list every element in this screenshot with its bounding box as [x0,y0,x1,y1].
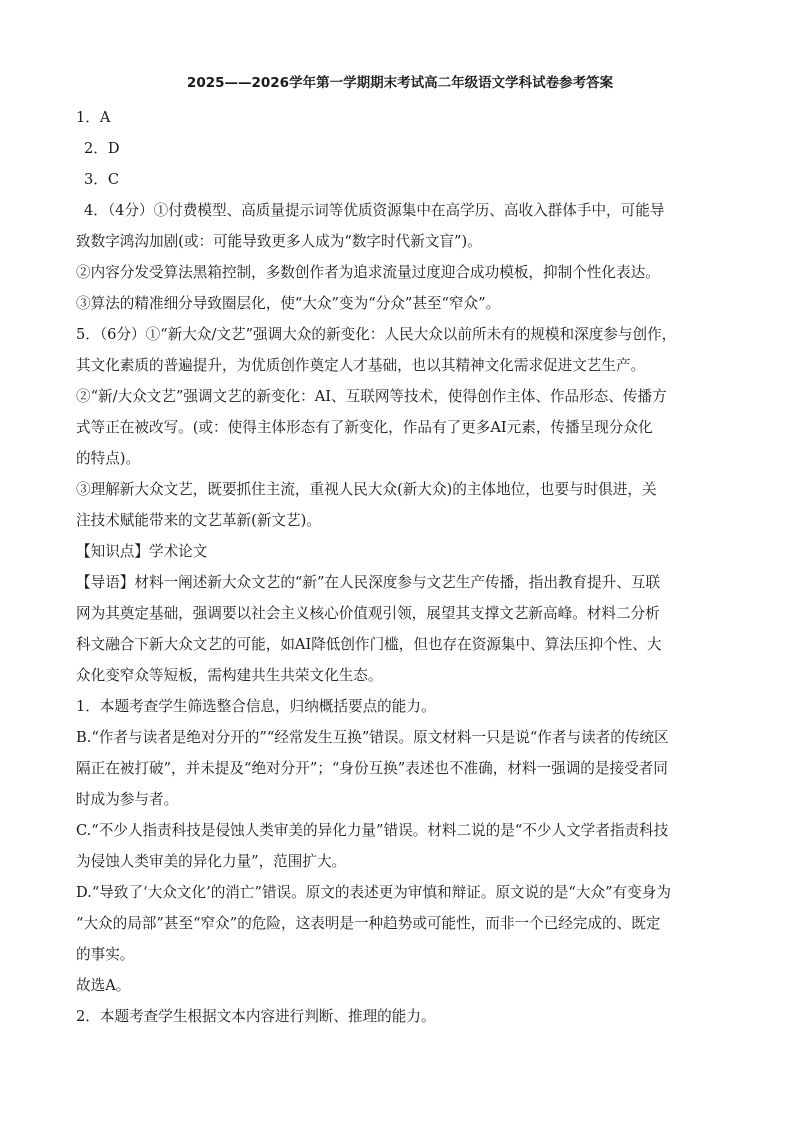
explain1-line: 故选A。 [76,977,131,994]
document-body [76,102,732,1032]
q5-line: ②“新/大众文艺”强调文艺的新变化：AI、互联网等技术，使得创作主体、作品形态、传播方 [76,388,667,405]
intro-line: 科文融合下新大众文艺的可能，如AI降低创作门槛，但也存在资源集中、算法压抑个性、大 [76,636,662,653]
knowledge-point: 【知识点】学术论文 [76,543,208,560]
q4-line: 4．（4分）①付费模型、高质量提示词等优质资源集中在高学历、高收入群体手中，可能导 [84,202,665,219]
explain1-line: 隔正在被打破”，并未提及“绝对分开”；“身份互换”表述也不准确，材料一强调的是接受者同 [76,760,668,777]
intro-line: 【导语】材料一阐述新大众文艺的“新”在人民深度参与文艺生产传播，指出教育提升、互联 [76,574,661,591]
q5-line: 其文化素质的普遍提升，为优质创作奠定人才基础，也以其精神文化需求促进文艺生产。 [76,357,646,374]
q4-line: ②内容分发受算法黑箱控制，多数创作者为追求流量过度迎合成功模板，抑制个性化表达。 [76,264,660,281]
q4-line: 致数字鸿沟加剧(或：可能导致更多人成为“数字时代新文盲”)。 [76,233,482,250]
page-title: 2025——2026学年第一学期期末考试高二年级语文学科试卷参考答案 [186,75,614,91]
explain1-line: 1．本题考查学生筛选整合信息，归纳概括要点的能力。 [76,698,436,715]
explain1-line: D.“导致了‘大众文化’的消亡”错误。原文的表述更为审慎和辩证。原文说的是“大众”有变身为 [76,884,671,901]
q4-line: ③算法的精准细分导致圈层化，使“大众”变为“分众”甚至“窄众”。 [76,295,501,312]
q5-line: 5．（6分）①“新大众/文艺”强调大众的新变化：人民大众以前所未有的规模和深度参与创作， [76,326,677,343]
answer-2: 2．D [84,140,120,157]
intro-line: 网为其奠定基础，强调要以社会主义核心价值观引领，展望其支撑文艺新高峰。材料二分析 [76,605,660,622]
explain1-line: 为侵蚀人类审美的异化力量”，范围扩大。 [76,853,347,870]
q5-line: 注技术赋能带来的文艺革新(新文艺)。 [76,512,321,529]
explain1-line: C.“不少人指责科技是侵蚀人类审美的异化力量”错误。材料二说的是“不少人文学者指责科技 [76,822,669,839]
intro-line: 众化变窄众等短板，需构建共生共荣文化生态。 [76,667,383,684]
explain1-line: 的事实。 [76,946,135,963]
q5-line: 的特点)。 [76,450,141,467]
answer-3: 3．C [84,171,120,188]
explain1-line: 时成为参与者。 [76,791,179,808]
explain2-line: 2．本题考查学生根据文本内容进行判断、推理的能力。 [76,1008,436,1025]
explain1-line: “大众的局部”甚至“窄众”的危险，这表明是一种趋势或可能性，而非一个已经完成的、既定 [76,915,661,932]
answer-1: 1．A [76,109,111,126]
q5-line: ③理解新大众文艺，既要抓住主流，重视人民大众(新大众)的主体地位，也要与时俱进，关 [76,481,657,498]
q5-line: 式等正在被改写。(或：使得主体形态有了新变化，作品有了更多AI元素，传播呈现分众化 [76,419,653,436]
explain1-line: B.“作者与读者是绝对分开的”“经常发生互换”错误。原文材料一只是说“作者与读者的传统区 [76,729,669,746]
